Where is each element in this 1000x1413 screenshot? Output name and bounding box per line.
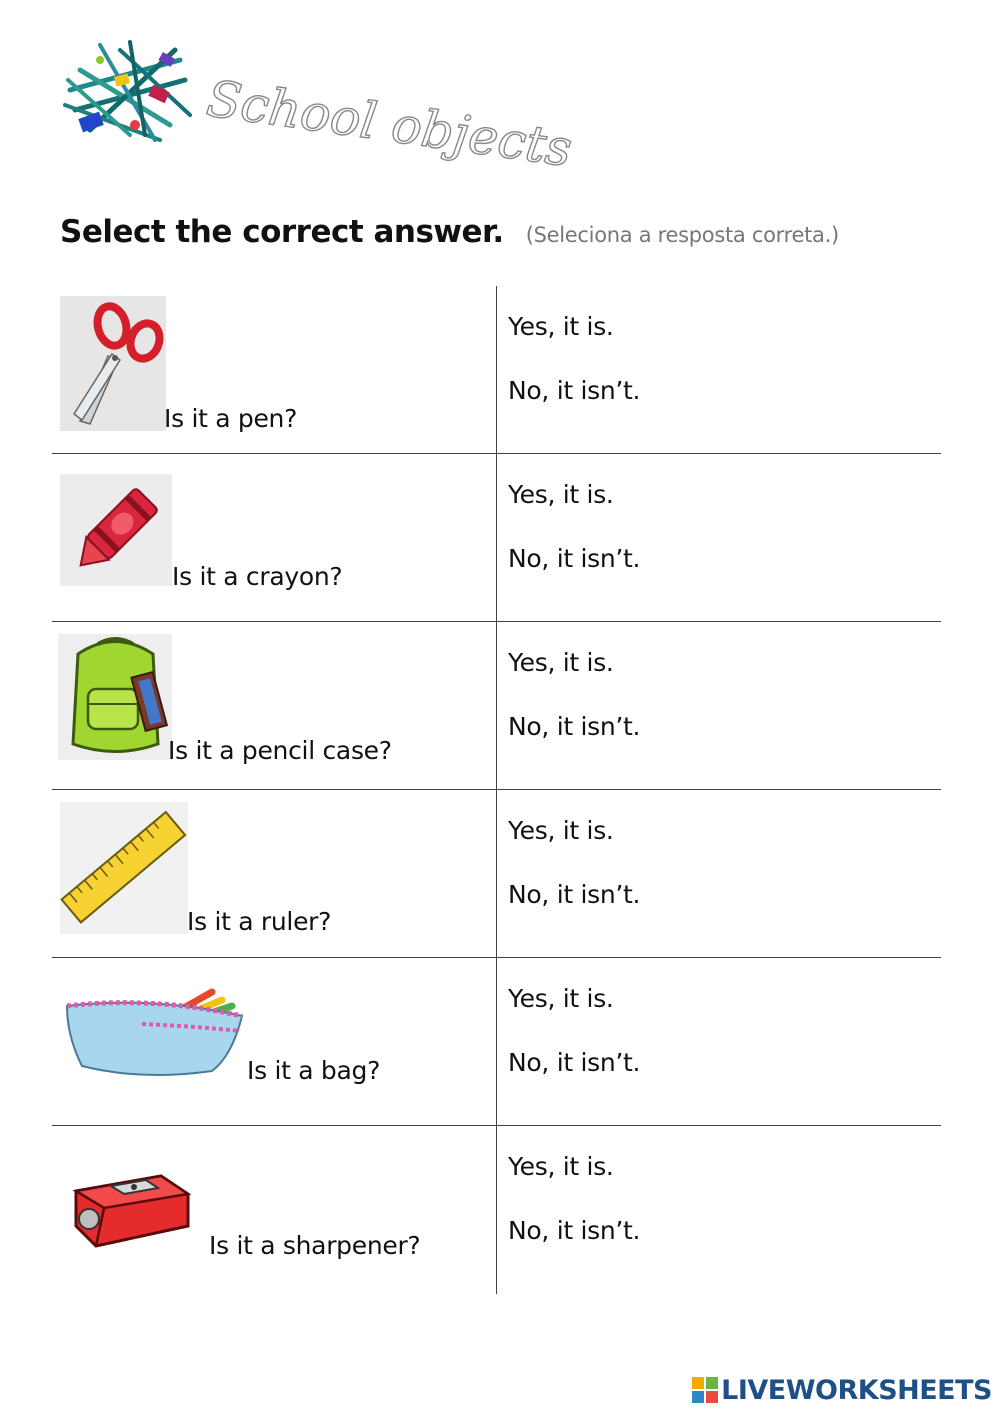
answer-yes-option[interactable]: Yes, it is. <box>508 312 614 341</box>
question-row <box>52 958 941 1126</box>
ruler-icon <box>60 802 188 934</box>
column-divider <box>496 286 497 453</box>
question-text: Is it a ruler? <box>187 907 332 936</box>
question-text: Is it a crayon? <box>172 562 343 591</box>
column-divider <box>496 790 497 957</box>
answer-yes-option[interactable]: Yes, it is. <box>508 816 614 845</box>
instruction <box>60 214 839 250</box>
pencil-case-icon <box>62 986 247 1081</box>
answer-no-option[interactable]: No, it isn’t. <box>508 544 641 573</box>
crayon-icon <box>60 474 172 586</box>
question-row <box>52 1126 941 1294</box>
scissors-icon <box>60 296 166 431</box>
school-supplies-pile-icon <box>60 30 195 150</box>
worksheet-title <box>203 60 576 180</box>
question-text: Is it a sharpener? <box>209 1231 421 1260</box>
question-text: Is it a pencil case? <box>168 736 392 765</box>
question-grid <box>52 286 941 1294</box>
question-row <box>52 790 941 958</box>
column-divider <box>496 958 497 1125</box>
sharpener-icon <box>66 1156 194 1252</box>
answer-yes-option[interactable]: Yes, it is. <box>508 480 614 509</box>
title-text: School objects <box>203 69 576 179</box>
answer-no-option[interactable]: No, it isn’t. <box>508 880 641 909</box>
backpack-icon <box>58 634 172 760</box>
question-row <box>52 622 941 790</box>
answer-no-option[interactable]: No, it isn’t. <box>508 1048 641 1077</box>
instruction-main: Select the correct answer. <box>60 214 504 250</box>
column-divider <box>496 454 497 621</box>
answer-yes-option[interactable]: Yes, it is. <box>508 984 614 1013</box>
worksheet-header <box>0 0 1000 250</box>
answer-no-option[interactable]: No, it isn’t. <box>508 712 641 741</box>
liveworksheets-logo-icon <box>692 1377 718 1403</box>
answer-no-option[interactable]: No, it isn’t. <box>508 376 641 405</box>
liveworksheets-logo[interactable] <box>692 1375 992 1405</box>
question-text: Is it a pen? <box>164 404 298 433</box>
question-row <box>52 454 941 622</box>
question-row <box>52 286 941 454</box>
question-text: Is it a bag? <box>247 1056 381 1085</box>
answer-no-option[interactable]: No, it isn’t. <box>508 1216 641 1245</box>
brand-name: LIVEWORKSHEETS <box>721 1374 992 1406</box>
column-divider <box>496 1126 497 1294</box>
instruction-sub: (Seleciona a resposta correta.) <box>525 223 839 247</box>
column-divider <box>496 622 497 789</box>
answer-yes-option[interactable]: Yes, it is. <box>508 1152 614 1181</box>
answer-yes-option[interactable]: Yes, it is. <box>508 648 614 677</box>
